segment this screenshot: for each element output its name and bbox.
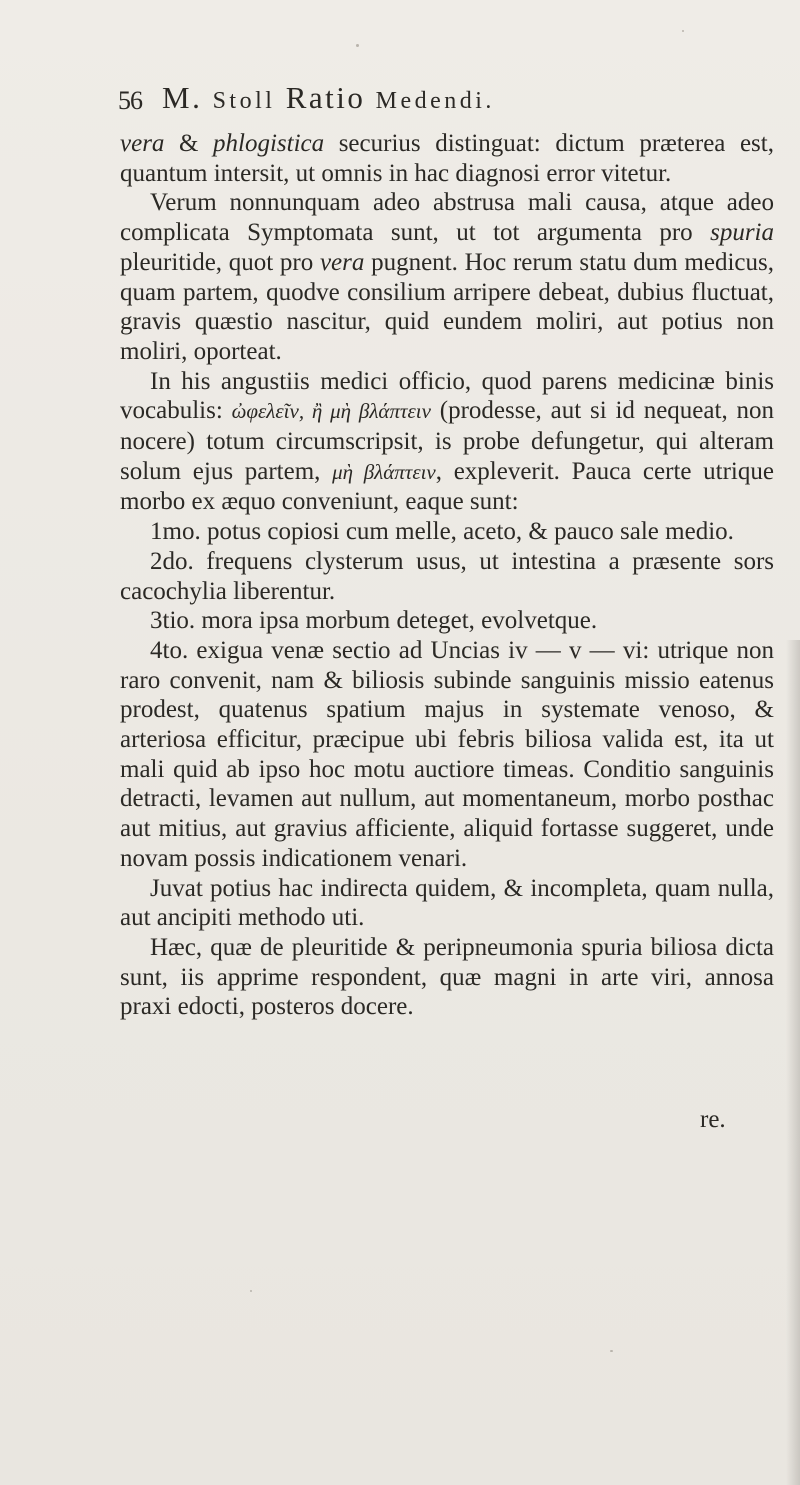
page-header <box>118 80 758 120</box>
paragraph-2 <box>120 188 774 366</box>
paragraph-1 <box>120 129 774 188</box>
list-item-3: 3tio. mora ipsa morbum deteget, evolvetque. <box>150 607 598 635</box>
speck <box>610 1350 613 1352</box>
running-title-author: Stoll <box>212 88 276 114</box>
catchword: re. <box>700 1106 726 1133</box>
italic-term: spuria <box>710 219 774 247</box>
greek-phrase: ὠφελεῖν, ἢ μὴ βλάπτειν <box>231 399 431 424</box>
running-title-initial: M. <box>162 80 203 115</box>
italic-term: phlogistica <box>213 130 325 157</box>
running-title-word-ratio: Ratio <box>285 80 366 115</box>
speck <box>250 1290 252 1292</box>
paragraph-5: Juvat potius hac indirecta quidem, & incompleta, quam nulla, aut ancipiti methodo uti. <box>120 874 774 932</box>
paragraph-6: Hæc, quæ de pleuritide & peripneumonia spuria biliosa dicta sunt, iis apprime respondent, quæ magni in arte viri, annosa praxi edocti, posteros docere. <box>120 933 774 1021</box>
text-run: , expleverit. Pauca certe utrique morbo ex æquo conveniunt, eaque sunt: <box>120 457 774 516</box>
page-number: 56 <box>118 86 142 115</box>
speck <box>682 30 684 32</box>
text-run: & <box>164 130 214 157</box>
text-run: securius distinguat: dictum præterea est, quantum intersit, ut omnis in hac diagnosi error vitetur. <box>120 130 774 187</box>
text-run: pleuritide, quot pro <box>120 248 320 276</box>
text-run: Verum nonnunquam adeo abstrusa mali causa, atque adeo complicata Symptomata sunt, ut tot argumenta pro <box>120 189 774 247</box>
list-item-1: 1mo. potus copiosi cum melle, aceto, & pauco sale medio. <box>150 518 734 546</box>
greek-phrase: μὴ βλάπτειν <box>332 459 436 484</box>
body-text <box>120 129 774 1022</box>
speck <box>356 44 359 47</box>
text-run: In his angustiis medici officio, quod parens medicinæ binis vocabulis: <box>120 367 774 425</box>
page-edge-shadow <box>786 640 800 1485</box>
running-title <box>162 80 495 116</box>
list-item-4: 4to. exigua venæ sectio ad Uncias iv — v — vi: utrique non raro convenit, nam & biliosis subinde sanguinis missio eatenus prodest, quatenus spatium majus in systemate venoso, & arteriosa efficitur, præcipue ubi febris biliosa valida est, ita ut mali quid ab ipso hoc motu auctiore timeas. Conditio sanguinis detracti, levamen aut nullum, aut momentaneum, morbo posthac aut mitius, aut gravius afficiente, aliquid fortasse suggeret, unde novam possis indicationem venari. <box>120 636 774 872</box>
italic-term: vera <box>319 248 365 276</box>
text-run: pugnent. Hoc rerum statu dum medicus, quam partem, quodve consilium arripere debeat, dubius fluctuat, gravis quæstio nascitur, quid eundem moliri, aut potius non moliri, oporteat. <box>120 248 774 365</box>
text-run: (prodesse, aut si id nequeat, non nocere) totum circumscripsit, is probe defungetur, qui alteram solum ejus partem, <box>120 397 775 485</box>
italic-term: vera <box>120 130 165 157</box>
paragraph-3 <box>120 367 774 518</box>
list-item-2: 2do. frequens clysterum usus, ut intestina a præsente sors cacochylia liberentur. <box>120 547 774 605</box>
running-title-word-medendi: Medendi. <box>375 88 495 114</box>
